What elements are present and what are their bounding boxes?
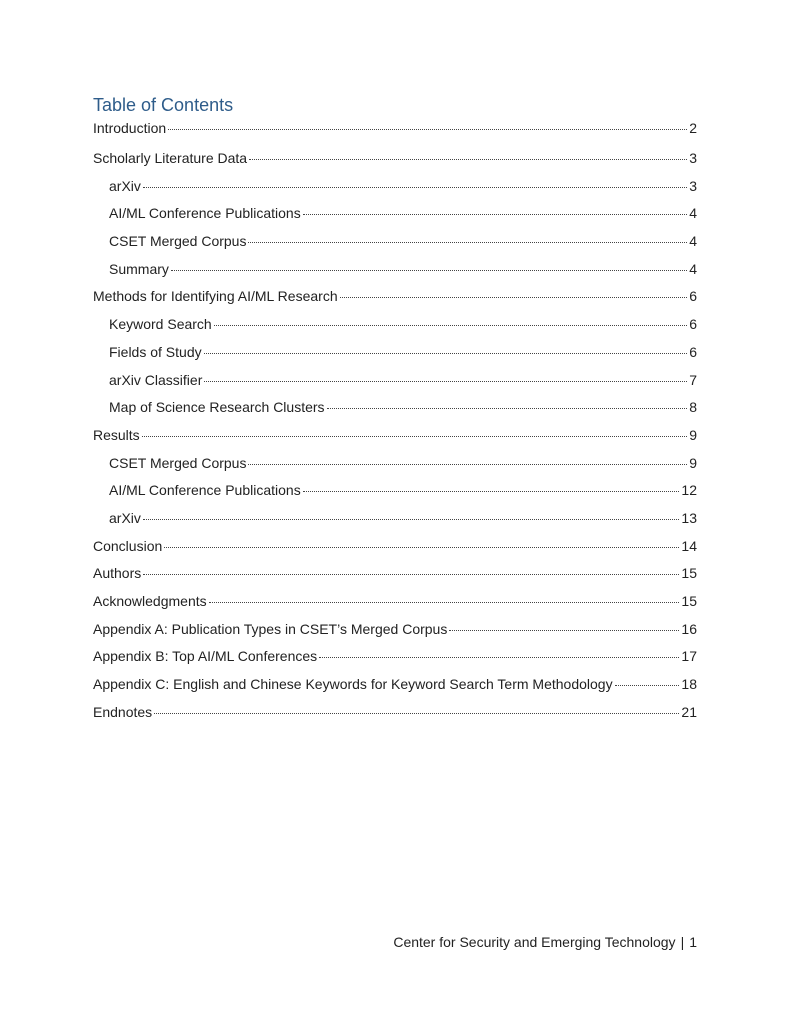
toc-entry-label: arXiv Classifier (109, 371, 203, 388)
toc-entry-label: Map of Science Research Clusters (109, 399, 325, 416)
toc-entry-appendix-a[interactable] (93, 619, 697, 647)
dot-leader (248, 241, 687, 243)
toc-entry-page: 6 (689, 316, 697, 333)
dot-leader (340, 296, 688, 298)
toc-entry-label: CSET Merged Corpus (109, 233, 247, 250)
toc-entry-page: 15 (681, 593, 697, 609)
toc-entry-label: AI/ML Conference Publications (109, 205, 301, 222)
page-footer (393, 932, 697, 952)
dot-leader (319, 656, 679, 658)
dot-leader (143, 573, 679, 575)
toc-entry-introduction[interactable] (93, 118, 697, 148)
toc-entry-page: 15 (681, 565, 697, 582)
toc-entry-label: arXiv (109, 177, 141, 194)
toc-entry-label: Results (93, 426, 140, 443)
toc-entry-page: 9 (689, 454, 697, 471)
table-of-contents (93, 118, 697, 729)
toc-entry-page: 6 (689, 288, 697, 305)
toc-entry-label: Keyword Search (109, 316, 212, 333)
dot-leader (303, 490, 680, 492)
toc-entry-page: 9 (689, 426, 697, 443)
toc-entry-map-of-science[interactable] (93, 397, 697, 425)
toc-entry-page: 16 (681, 620, 697, 637)
toc-entry-page: 3 (689, 150, 697, 166)
toc-entry-methods[interactable] (93, 286, 697, 314)
toc-entry-page: 3 (689, 177, 697, 194)
dot-leader (303, 213, 688, 215)
footer-organization: Center for Security and Emerging Technology (393, 934, 676, 950)
toc-entry-keyword-search[interactable] (93, 314, 697, 342)
dot-leader (143, 518, 680, 520)
toc-entry-appendix-c[interactable] (93, 674, 697, 702)
toc-entry-results[interactable] (93, 425, 697, 453)
dot-leader (449, 629, 679, 631)
toc-entry-label: Fields of Study (109, 343, 202, 360)
dot-leader (171, 269, 687, 271)
toc-entry-label: Acknowledgments (93, 593, 207, 609)
dot-leader (214, 324, 687, 326)
dot-leader (327, 407, 688, 409)
toc-entry-appendix-b[interactable] (93, 646, 697, 674)
toc-entry-label: Endnotes (93, 703, 153, 720)
toc-entry-label: Appendix C: English and Chinese Keywords for Keyword Search Term Methodology (93, 676, 613, 693)
toc-entry-endnotes[interactable] (93, 702, 697, 730)
toc-entry-results-aiml-conference-publications[interactable] (93, 480, 697, 508)
toc-entry-label: CSET Merged Corpus (109, 454, 247, 471)
toc-entry-page: 12 (681, 482, 697, 499)
toc-entry-cset-merged-corpus[interactable] (93, 231, 697, 259)
toc-entry-page: 18 (681, 676, 697, 693)
toc-entry-label: Conclusion (93, 537, 163, 554)
toc-entry-summary[interactable] (93, 259, 697, 287)
toc-entry-page: 4 (689, 205, 697, 222)
toc-entry-arxiv-classifier[interactable] (93, 370, 697, 398)
dot-leader (143, 186, 687, 188)
toc-entry-page: 21 (681, 703, 697, 720)
toc-entry-page: 4 (689, 260, 697, 277)
footer-page-number: 1 (689, 934, 697, 950)
toc-entry-scholarly-literature-data[interactable] (93, 148, 697, 176)
toc-entry-aiml-conference-publications[interactable] (93, 203, 697, 231)
toc-entry-page: 2 (689, 120, 697, 136)
toc-entry-page: 8 (689, 399, 697, 416)
toc-entry-label: Scholarly Literature Data (93, 150, 248, 166)
toc-entry-label: Introduction (93, 120, 167, 136)
dot-leader (142, 435, 688, 437)
dot-leader (204, 352, 688, 354)
toc-entry-results-cset-merged-corpus[interactable] (93, 453, 697, 481)
dot-leader (164, 546, 679, 548)
toc-entry-page: 13 (681, 509, 697, 526)
toc-entry-fields-of-study[interactable] (93, 342, 697, 370)
toc-entry-arxiv[interactable] (93, 176, 697, 204)
toc-entry-page: 14 (681, 537, 697, 554)
toc-entry-label: AI/ML Conference Publications (109, 482, 301, 499)
toc-entry-label: Authors (93, 565, 142, 582)
dot-leader (154, 712, 679, 714)
toc-title: Table of Contents (93, 95, 234, 115)
toc-entry-acknowledgments[interactable] (93, 591, 697, 619)
toc-entry-authors[interactable] (93, 563, 697, 591)
toc-entry-label: Appendix A: Publication Types in CSET’s Merged Corpus (93, 620, 448, 637)
toc-entry-page: 17 (681, 648, 697, 665)
toc-entry-label: Methods for Identifying AI/ML Research (93, 288, 338, 305)
dot-leader (615, 684, 680, 686)
toc-entry-page: 7 (689, 371, 697, 388)
dot-leader (249, 158, 687, 160)
toc-entry-label: arXiv (109, 509, 141, 526)
toc-entry-conclusion[interactable] (93, 536, 697, 564)
dot-leader (168, 128, 687, 130)
toc-entry-label: Summary (109, 260, 169, 277)
dot-leader (209, 601, 680, 603)
footer-separator: | (680, 934, 685, 950)
toc-entry-results-arxiv[interactable] (93, 508, 697, 536)
dot-leader (204, 380, 687, 382)
toc-entry-page: 6 (689, 343, 697, 360)
toc-entry-label: Appendix B: Top AI/ML Conferences (93, 648, 318, 665)
dot-leader (248, 463, 687, 465)
toc-entry-page: 4 (689, 233, 697, 250)
